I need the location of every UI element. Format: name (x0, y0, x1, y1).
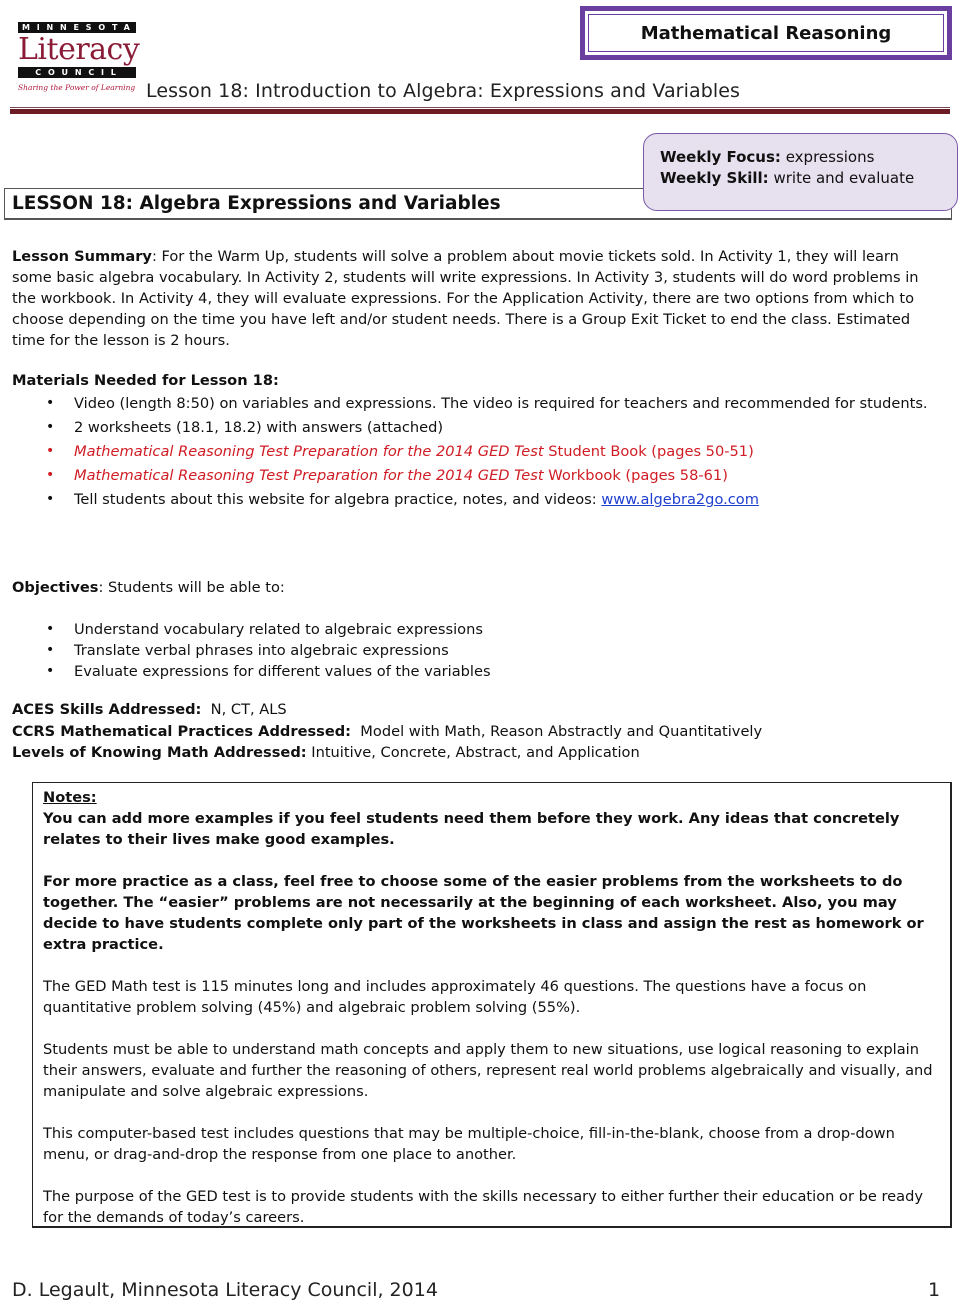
logo-top-bar: MINNESOTA (18, 22, 136, 33)
ccrs-practices-line (12, 721, 762, 743)
objective-text: Evaluate expressions for different values of the variables (74, 663, 491, 680)
objectives-intro: : Students will be able to: (98, 579, 285, 596)
weekly-focus-line (660, 147, 957, 168)
bullet-icon: • (46, 443, 55, 459)
aces-skills-value: N, CT, ALS (201, 701, 287, 718)
logo-wordmark: Literacy (18, 32, 140, 67)
weekly-skill-value: write and evaluate (773, 169, 915, 187)
book-pages: Student Book (pages 50-51) (543, 443, 754, 460)
materials-item (12, 393, 942, 414)
book-title: Mathematical Reasoning Test Preparation for the 2014 GED Test (74, 467, 544, 484)
aces-skills-line (12, 699, 762, 721)
book-title: Mathematical Reasoning Test Preparation for the 2014 GED Test (74, 443, 544, 460)
notes-heading: Notes: (43, 789, 97, 806)
logo-bottom-bar: COUNCIL (18, 67, 136, 78)
materials-item-website (12, 489, 942, 510)
bullet-icon: • (46, 621, 55, 637)
levels-of-knowing-label: Levels of Knowing Math Addressed: (12, 744, 307, 761)
subject-title: Mathematical Reasoning (585, 11, 947, 55)
lesson-title: LESSON 18: Algebra Expressions and Variables (12, 193, 501, 214)
weekly-skill-label: Weekly Skill: (660, 169, 769, 187)
notes-paragraph: Students must be able to understand math concepts and apply them to new situations, use logical reasoning to explain their answers, evaluate and further the reasoning of others, represent real world problems algebraically and visually, and manipulate and solve algebraic expressions. (43, 1041, 933, 1100)
objectives-heading (12, 577, 285, 598)
bullet-icon: • (46, 491, 55, 507)
header-divider-thin (10, 107, 950, 108)
website-link[interactable]: www.algebra2go.com (601, 491, 759, 508)
notes-paragraph: You can add more examples if you feel students need them before they work. Any ideas that concretely relates to their lives make good examples. (43, 810, 900, 848)
notes-content (43, 787, 943, 1249)
notes-paragraph: This computer-based test includes questions that may be multiple-choice, fill-in-the-blank, choose from a drop-down menu, or drag-and-drop the response from one place to another. (43, 1125, 895, 1163)
materials-item-workbook (12, 465, 942, 486)
materials-item (12, 417, 942, 438)
bullet-icon: • (46, 642, 55, 658)
bullet-icon: • (46, 395, 55, 411)
materials-list (12, 393, 942, 513)
footer-credit: D. Legault, Minnesota Literacy Council, 2014 (12, 1279, 438, 1301)
objectives-list (12, 619, 942, 682)
notes-paragraph: For more practice as a class, feel free to choose some of the easier problems from the worksheets to do together. The “easier” problems are not necessarily at the beginning of each worksheet. Also, you may decide to have students complete only part of the worksheets in class and assign the rest as homework or extra practice. (43, 873, 924, 953)
subject-banner (580, 6, 952, 60)
levels-of-knowing-value: Intuitive, Concrete, Abstract, and Application (306, 744, 640, 761)
objective-text: Understand vocabulary related to algebraic expressions (74, 621, 483, 638)
bullet-icon: • (46, 663, 55, 679)
weekly-focus-callout (643, 133, 958, 211)
skills-addressed (12, 699, 762, 764)
aces-skills-label: ACES Skills Addressed: (12, 701, 202, 718)
levels-of-knowing-line (12, 742, 762, 764)
materials-item-student-book (12, 441, 942, 462)
weekly-skill-line (660, 168, 957, 189)
ccrs-practices-label: CCRS Mathematical Practices Addressed: (12, 722, 352, 740)
lesson-summary-text: : For the Warm Up, students will solve a problem about movie tickets sold. In Activity 1, they will learn some basic algebra vocabulary. In Activity 2, students will write expressions. In Activity 3, students will do word problems in the workbook. In Activity 4, they will evaluate expressions. For the Application Activity, there are two options from which to choose depending on the time you have left and/or student needs. There is a Group Exit Ticket to end the class. Estimated time for the lesson is 2 hours. (12, 248, 919, 349)
notes-paragraph: The GED Math test is 115 minutes long and includes approximately 46 questions. The questions have a focus on quantitative problem solving (45%) and algebraic problem solving (55%). (43, 978, 867, 1016)
materials-heading: Materials Needed for Lesson 18: (12, 372, 279, 389)
logo-tagline: Sharing the Power of Learning (18, 83, 136, 92)
objectives-label: Objectives (12, 579, 99, 596)
bullet-icon: • (46, 419, 55, 435)
lesson-summary (12, 246, 942, 351)
lesson-summary-label: Lesson Summary (12, 248, 152, 265)
materials-item-text: Tell students about this website for algebra practice, notes, and videos: (74, 491, 602, 508)
materials-item-text: 2 worksheets (18.1, 18.2) with answers (attached) (74, 419, 444, 436)
book-pages: Workbook (pages 58-61) (543, 467, 728, 484)
ccrs-practices-value: Model with Math, Reason Abstractly and Quantitatively (351, 722, 763, 740)
bullet-icon: • (46, 467, 55, 483)
weekly-focus-label: Weekly Focus: (660, 148, 781, 166)
materials-item-text: Video (length 8:50) on variables and expressions. The video is required for teachers and recommended for students. (74, 395, 928, 412)
objective-item (12, 661, 942, 682)
organization-logo (18, 22, 140, 92)
objective-item (12, 640, 942, 661)
document-subtitle: Lesson 18: Introduction to Algebra: Expressions and Variables (146, 80, 741, 102)
header-divider (10, 109, 950, 114)
objective-text: Translate verbal phrases into algebraic expressions (74, 642, 449, 659)
objective-item (12, 619, 942, 640)
notes-paragraph: The purpose of the GED test is to provide students with the skills necessary to either further their education or be ready for the demands of today’s careers. (43, 1188, 923, 1226)
weekly-focus-value: expressions (785, 148, 875, 166)
page-number: 1 (928, 1279, 941, 1301)
